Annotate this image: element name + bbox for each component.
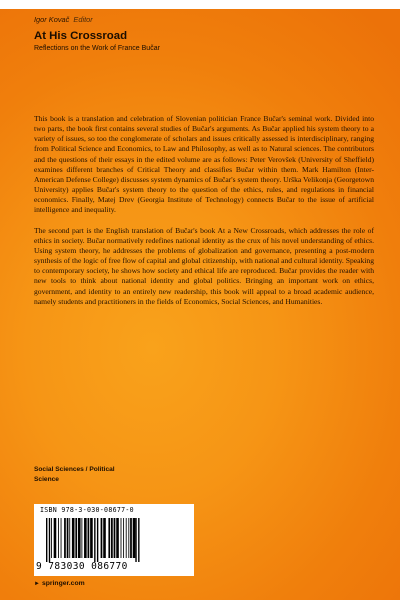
blurb [34,114,374,317]
barcode-bars [46,518,186,562]
right-arrow-icon: ► [34,580,40,587]
publisher-link[interactable] [34,580,85,587]
book-subtitle: Reflections on the Work of France Bučar [34,45,160,53]
barcode-digits: 9 783030 086770 [36,561,128,572]
book-title: At His Crossroad [34,29,128,42]
editor-line [34,16,374,25]
isbn-label: ISBN 978-3-030-08677-0 [40,506,134,514]
category-line-1: Social Sciences / Political [34,466,115,473]
subject-category [34,465,184,485]
editor-role: Editor [73,15,93,24]
category-line-2: Science [34,475,59,483]
top-border [0,0,400,9]
header [34,16,374,54]
publisher-url: springer.com [41,580,85,587]
blurb-paragraph-2: The second part is the English translation of Bučar's book At a New Crossroads, which addresses the role of ethics in society. Bučar normatively redefines national identity as the crux of his novel understanding of ethics. Using system theory, he addresses the problems of globalization and governance, presenting a post-modern synthesis of the logic of free flow of capital and global citizenship, with national and cultural identity. Speaking to contemporary society, he shows how society and ethical life are reproduced. Bučar provides the reader with new tools to think about national identity and global politics. Bringing an important work on ethics, government, and identity to an entirely new readership, this book will appeal to a broad academic audience, namely students and practitioners in the fields of Economics, Social Sciences, and Humanities. [34,225,374,306]
editor-name: Igor Kovač [34,15,70,24]
blurb-paragraph-1: This book is a translation and celebration of Slovenian politician France Bučar's seminal work. Divided into two parts, the book first contains several studies of Bučar's arguments. As Bučar applied his system theory to a variety of issues, so too the conglomerate of scholars and issues critically assessed is interdisciplinary, ranging from Political Science and Economics, to Law and Philosophy, as well as to Natural sciences. The contributors and the questions of their essays in the edited volume are as follows: Peter Verovšek (University of Sheffield) examines different branches of Critical Theory and classifies Bučar within them. Mark Hamilton (Inter-American Defense College) discusses system dynamics of Bučar's system theory. Urška Velikonja (Georgetown University) applies Bučar's system theory to the question of the ethics, rules, and regulations in financial economics. Finally, Matej Drev (Georgia Institute of Technology) connects Bučar to the issue of artificial intelligence and inequality. [34,114,374,215]
barcode-box [34,504,194,576]
